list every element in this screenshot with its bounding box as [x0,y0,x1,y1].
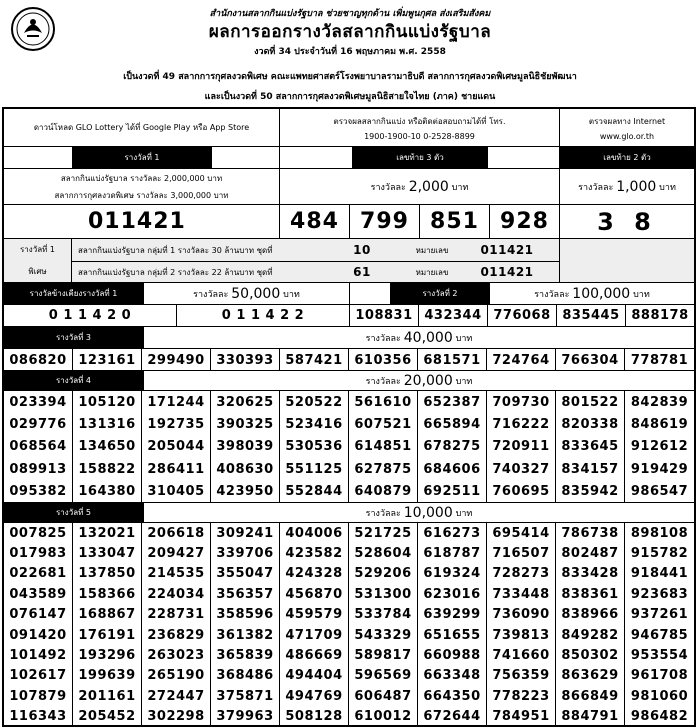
fifth-prize-number: 528604 [349,543,418,563]
third-prize-number: 330393 [211,349,280,371]
fifth-prize-number: 137850 [73,564,142,584]
fifth-prize-value: 10,000 [403,504,453,521]
second-prize-number-4: 835445 [557,305,626,326]
three-digit-number-1: 484 [280,205,350,238]
first-prize-number: 011421 [4,205,280,238]
fifth-prize-number: 265190 [142,666,211,686]
fourth-prize-number: 205044 [142,436,211,458]
fifth-prize-number: 802487 [556,543,625,563]
special-row-1-number: 011421 [480,243,534,257]
fifth-prize-number: 937261 [630,607,689,623]
fourth-prize-header-row [4,371,694,391]
fourth-prize-number: 520522 [280,391,349,413]
fifth-prize-number: 486669 [280,645,349,665]
fourth-prize-number: 760695 [487,481,556,503]
three-digit-prize-value: 2,000 [408,178,449,195]
fourth-prize-number: 095382 [4,481,73,503]
fourth-prize-number: 627875 [349,458,418,480]
fifth-prize-number: 365839 [211,645,280,665]
third-prize-number: 123161 [73,349,142,371]
fifth-prize-number: 923683 [630,586,689,602]
fifth-prize-number: 368486 [211,666,280,686]
fifth-prize-number: 695414 [487,523,556,543]
fifth-prize-number: 884791 [556,707,625,727]
draw-date: งวดที่ 34 ประจำวันที่ 16 พฤษภาคม พ.ศ. 2558 [254,47,446,57]
internet-url: www.glo.or.th [599,131,655,141]
fourth-prize-number: 131316 [73,413,142,435]
fifth-prize-number: 778223 [487,686,556,706]
three-digit-label: เลขท้าย 3 ตัว [352,147,488,168]
special-label-1: รางวัลที่ 1 [20,245,55,255]
fourth-prize-label: รางวัลที่ 4 [4,371,144,390]
fifth-prize-number: 459579 [280,605,349,625]
two-digit-label: เลขท้าย 2 ตัว [560,147,694,168]
special-row-1-desc: สลากกินแบ่งรัฐบาล กลุ่มที่ 1 รางวัลละ 30 ล้านบาท ชุดที่ [78,245,273,255]
fourth-prize-number: 640879 [349,481,418,503]
fifth-prize-number: 133047 [73,543,142,563]
fifth-prize-number: 017983 [4,543,73,563]
fourth-prize-number: 523416 [280,413,349,435]
fourth-prize-number: 986547 [630,484,689,500]
fourth-prize-number: 423950 [211,481,280,503]
fifth-prize-number: 619324 [418,564,487,584]
fifth-prize-number: 961708 [630,668,689,684]
fifth-prize-number: 228731 [142,605,211,625]
second-prize-number-5: 888178 [631,308,689,323]
fourth-prize-number: 834157 [556,458,625,480]
fifth-prize-number: 116343 [4,707,73,727]
second-prize-label-cell [350,283,490,304]
fourth-prize-amount [144,371,694,390]
fifth-prize-number: 739813 [487,625,556,645]
second-prize-label: รางวัลที่ 2 [390,283,490,304]
fifth-prize-number: 236829 [142,625,211,645]
special-row-1-set: 10 [353,243,371,257]
fifth-prize-number: 423582 [280,543,349,563]
adjacent-number-1: 0 1 1 4 2 0 [4,305,177,326]
fourth-prize-number: 068564 [4,436,73,458]
third-prize-number: 086820 [4,349,73,371]
second-prize-number-3: 776068 [488,305,557,326]
fourth-prize-numbers-block [4,391,694,503]
fifth-prize-number: 355047 [211,564,280,584]
fifth-prize-number: 918441 [630,566,689,582]
fifth-prize-number: 456870 [280,584,349,604]
winning-numbers-row [4,205,694,239]
fourth-prize-number: 023394 [4,391,73,413]
fourth-prize-number: 552844 [280,481,349,503]
fourth-prize-number: 134650 [73,436,142,458]
fifth-prize-number: 214535 [142,564,211,584]
fifth-prize-number: 786738 [556,523,625,543]
fourth-prize-number: 678275 [418,436,487,458]
second-prize-value: 100,000 [572,285,631,302]
first-prize-header-cell [4,147,280,168]
special-prize-empty [560,239,694,282]
fourth-prize-number: 171244 [142,391,211,413]
fourth-prize-number: 652387 [418,391,487,413]
two-digit-prize-prefix: รางวัลละ [578,182,614,193]
fourth-prize-number: 684606 [418,458,487,480]
fifth-prize-label: รางวัลที่ 5 [4,503,144,522]
fifth-prize-number: 618787 [418,543,487,563]
fifth-prize-number: 168867 [73,605,142,625]
fourth-prize-number: 709730 [487,391,556,413]
fifth-prize-number: 833428 [556,564,625,584]
fifth-prize-number: 158366 [73,584,142,604]
adjacent-prize-unit: บาท [283,289,300,300]
second-prize-unit: บาท [633,289,650,300]
fourth-prize-number: 833645 [556,436,625,458]
fourth-prize-number: 842839 [630,394,689,410]
fourth-prize-number: 408630 [211,458,280,480]
contact-line-1: ตรวจผลสลากกินแบ่ง หรือติดต่อสอบถามได้ที่ โทร. [333,116,506,126]
header [0,0,700,106]
fifth-prize-number: 199639 [73,666,142,686]
third-prize-number: 587421 [280,349,349,371]
fifth-prize-number: 494404 [280,666,349,686]
fourth-prize-number: 089913 [4,458,73,480]
two-digit-header-cell [560,147,694,168]
fifth-prize-number: 076147 [4,605,73,625]
fifth-prize-number: 007825 [4,523,73,543]
fifth-prize-number: 508128 [280,707,349,727]
first-prize-amounts [4,169,280,204]
fifth-prize-number: 716507 [487,543,556,563]
fifth-prize-number: 866849 [556,686,625,706]
fifth-prize-number: 272447 [142,686,211,706]
fifth-prize-number: 309241 [211,523,280,543]
download-note: ดาวน์โหลด GLO Lottery ได้ที่ Google Play หรือ App Store [4,109,280,146]
third-prize-label: รางวัลที่ 3 [4,327,144,348]
fourth-prize-unit: บาท [455,376,473,387]
fourth-prize-number: 551125 [280,458,349,480]
fifth-prize-number: 863629 [556,666,625,686]
two-digit-prize-value: 1,000 [616,178,657,195]
fifth-prize-number: 471709 [280,625,349,645]
adjacent-second-header-row [4,283,694,305]
fourth-prize-number: 029776 [4,413,73,435]
third-prize-number: 610356 [349,349,418,371]
fifth-prize-numbers-block [4,523,694,727]
first-prize-amount-2: สลากการกุศลงวดพิเศษ รางวัลละ 3,000,000 บาท [54,190,229,200]
fifth-prize-number: 209427 [142,543,211,563]
adjacent-number-2: 0 1 1 4 2 2 [177,305,350,326]
special-row-2 [72,261,560,283]
office-name: สำนักงานสลากกินแบ่งรัฐบาล ช่วยชาญทุกด้าน เพิ่มพูนกุศล ส่งเสริมสังคม [209,9,491,19]
fourth-prize-number: 692511 [418,481,487,503]
special-row-2-desc: สลากกินแบ่งรัฐบาล กลุ่มที่ 2 รางวัลละ 22 ล้านบาท ชุดที่ [78,267,273,277]
special-row-2-set: 61 [353,265,371,279]
charity-line-2: และเป็นงวดที่ 50 สลากการกุศลงวดพิเศษมูลนิธิสายใจไทย (ภาค) ชายแดน [204,92,496,102]
fourth-prize-number: 614851 [349,436,418,458]
third-prize-numbers-row [4,349,694,371]
third-prize-amount [144,327,694,348]
fifth-prize-number: 898108 [630,525,689,541]
contact-line-2: 1900-1900-10 0-2528-8899 [364,131,475,141]
fifth-prize-number: 838966 [556,605,625,625]
fourth-prize-number: 919429 [630,461,689,477]
fourth-prize-number: 912612 [630,439,689,455]
special-prize-details [72,239,560,282]
fifth-prize-number: 132021 [73,523,142,543]
fourth-prize-number: 398039 [211,436,280,458]
adjacent-prize-prefix: รางวัลละ [193,289,229,300]
fifth-prize-number: 850302 [556,645,625,665]
fourth-prize-number: 801522 [556,391,625,413]
fifth-prize-number: 358596 [211,605,280,625]
fifth-prize-number: 107879 [4,686,73,706]
fifth-prize-number: 102617 [4,666,73,686]
fifth-prize-number: 660988 [418,645,487,665]
prize-header-row [4,147,694,169]
three-digit-number-3: 851 [420,205,490,238]
special-prize-block [4,239,694,283]
fourth-prize-number: 105120 [73,391,142,413]
fifth-prize-number: 728273 [487,564,556,584]
fifth-prize-number: 986482 [630,709,689,725]
fifth-prize-number: 043589 [4,584,73,604]
third-prize-number: 766304 [556,349,625,371]
fifth-prize-number: 733448 [487,584,556,604]
fifth-prize-number: 838361 [556,584,625,604]
fifth-prize-number: 946785 [630,627,689,643]
fifth-prize-number: 849282 [556,625,625,645]
fourth-prize-number: 286411 [142,458,211,480]
fifth-prize-number: 529206 [349,564,418,584]
fifth-prize-number: 339706 [211,543,280,563]
contact-info [280,109,560,146]
fifth-prize-number: 205452 [73,707,142,727]
fourth-prize-number: 716222 [487,413,556,435]
fourth-prize-number: 740327 [487,458,556,480]
internet-info [560,109,694,146]
fifth-prize-number: 224034 [142,584,211,604]
third-prize-number: 299490 [142,349,211,371]
fifth-prize-number: 424328 [280,564,349,584]
fourth-prize-number: 607521 [349,413,418,435]
fifth-prize-number: 302298 [142,707,211,727]
fifth-prize-number: 193296 [73,645,142,665]
special-row-2-number: 011421 [480,265,534,279]
third-prize-header-row [4,327,694,349]
info-row [4,109,694,147]
third-prize-number: 778781 [630,352,689,368]
fourth-prize-number: 310405 [142,481,211,503]
prize-amount-row [4,169,694,205]
three-digit-header-cell [280,147,560,168]
fifth-prize-number: 639299 [418,605,487,625]
fifth-prize-number: 404006 [280,523,349,543]
fifth-prize-number: 606487 [349,686,418,706]
fifth-prize-number: 379963 [211,707,280,727]
fifth-prize-number: 375871 [211,686,280,706]
two-digit-amount [560,169,694,204]
fifth-prize-number: 663348 [418,666,487,686]
fifth-prize-number: 736090 [487,605,556,625]
fifth-prize-number: 494769 [280,686,349,706]
adjacent-second-numbers-row [4,305,694,327]
fifth-prize-number: 521725 [349,523,418,543]
fifth-prize-number: 610012 [349,707,418,727]
fifth-prize-number: 953554 [630,648,689,664]
two-digit-prize-unit: บาท [659,182,676,193]
fourth-prize-number: 720911 [487,436,556,458]
special-row-1-no-label: หมายเลข [415,245,449,255]
internet-line-1: ตรวจผลทาง Internet [588,116,666,126]
fourth-prize-number: 835942 [556,481,625,503]
fifth-prize-number: 784951 [487,707,556,727]
third-prize-number: 724764 [487,349,556,371]
third-prize-value: 40,000 [403,329,453,346]
third-prize-number: 681571 [418,349,487,371]
fourth-prize-prefix: รางวัลละ [365,376,401,387]
fifth-prize-number: 672644 [418,707,487,727]
fifth-prize-number: 651655 [418,625,487,645]
fourth-prize-number: 164380 [73,481,142,503]
fifth-prize-number: 589817 [349,645,418,665]
fifth-prize-number: 533784 [349,605,418,625]
fifth-prize-number: 623016 [418,584,487,604]
adjacent-prize-value: 50,000 [231,285,281,302]
fifth-prize-number: 741660 [487,645,556,665]
second-prize-number-1: 108831 [350,305,419,326]
fifth-prize-number: 756359 [487,666,556,686]
fourth-prize-number: 561610 [349,391,418,413]
fifth-prize-number: 101492 [4,645,73,665]
fourth-prize-number: 665894 [418,413,487,435]
three-digit-number-2: 799 [350,205,420,238]
fifth-prize-number: 596569 [349,666,418,686]
fifth-prize-number: 356357 [211,584,280,604]
third-prize-unit: บาท [455,333,473,344]
second-prize-prefix: รางวัลละ [534,289,570,300]
first-prize-label: รางวัลที่ 1 [72,147,212,168]
fifth-prize-number: 206618 [142,523,211,543]
page-title: ผลการออกรางวัลสลากกินแบ่งรัฐบาล [208,22,492,42]
fifth-prize-number: 981060 [630,688,689,704]
fifth-prize-unit: บาท [455,508,473,519]
fourth-prize-number: 390325 [211,413,280,435]
second-prize-amount [490,283,694,304]
three-digit-prize-prefix: รางวัลละ [370,182,406,193]
fifth-prize-header-row [4,503,694,523]
two-digit-number: 3 8 [597,207,657,236]
special-row-2-no-label: หมายเลข [415,267,449,277]
fifth-prize-number: 616273 [418,523,487,543]
fifth-prize-number: 201161 [73,686,142,706]
fifth-prize-prefix: รางวัลละ [365,508,401,519]
fourth-prize-number: 192735 [142,413,211,435]
fifth-prize-number: 176191 [73,625,142,645]
fourth-prize-number: 848619 [630,417,689,433]
adjacent-prize-label: รางวัลข้างเคียงรางวัลที่ 1 [4,283,144,304]
adjacent-prize-amount [144,283,350,304]
fifth-prize-number: 091420 [4,625,73,645]
fifth-prize-number: 543329 [349,625,418,645]
fourth-prize-value: 20,000 [403,372,453,389]
special-row-1 [72,239,560,262]
fourth-prize-number: 158822 [73,458,142,480]
third-prize-prefix: รางวัลละ [365,333,401,344]
fifth-prize-number: 263023 [142,645,211,665]
three-digit-amount [280,169,560,204]
fourth-prize-number: 320625 [211,391,280,413]
fifth-prize-number: 531300 [349,584,418,604]
special-label-2: พิเศษ [28,266,47,276]
charity-line-1: เป็นงวดที่ 49 สลากการกุศลงวดพิเศษ คณะแพทยศาสตร์โรงพยาบาลรามาธิบดี สลากการกุศลงวดพิเศษมูลนิธิชัยพัฒนา [123,72,577,82]
fifth-prize-number: 664350 [418,686,487,706]
three-digit-prize-unit: บาท [451,182,469,193]
fourth-prize-number: 820338 [556,413,625,435]
results-table [2,107,696,727]
fifth-prize-amount [144,503,694,522]
first-prize-amount-1: สลากกินแบ่งรัฐบาล รางวัลละ 2,000,000 บาท [60,173,223,183]
fifth-prize-number: 915782 [630,546,689,562]
special-prize-label [4,239,72,282]
fourth-prize-number: 530536 [280,436,349,458]
fifth-prize-number: 361382 [211,625,280,645]
fifth-prize-number: 022681 [4,564,73,584]
three-digit-number-4: 928 [490,205,560,238]
second-prize-number-2: 432344 [419,305,488,326]
